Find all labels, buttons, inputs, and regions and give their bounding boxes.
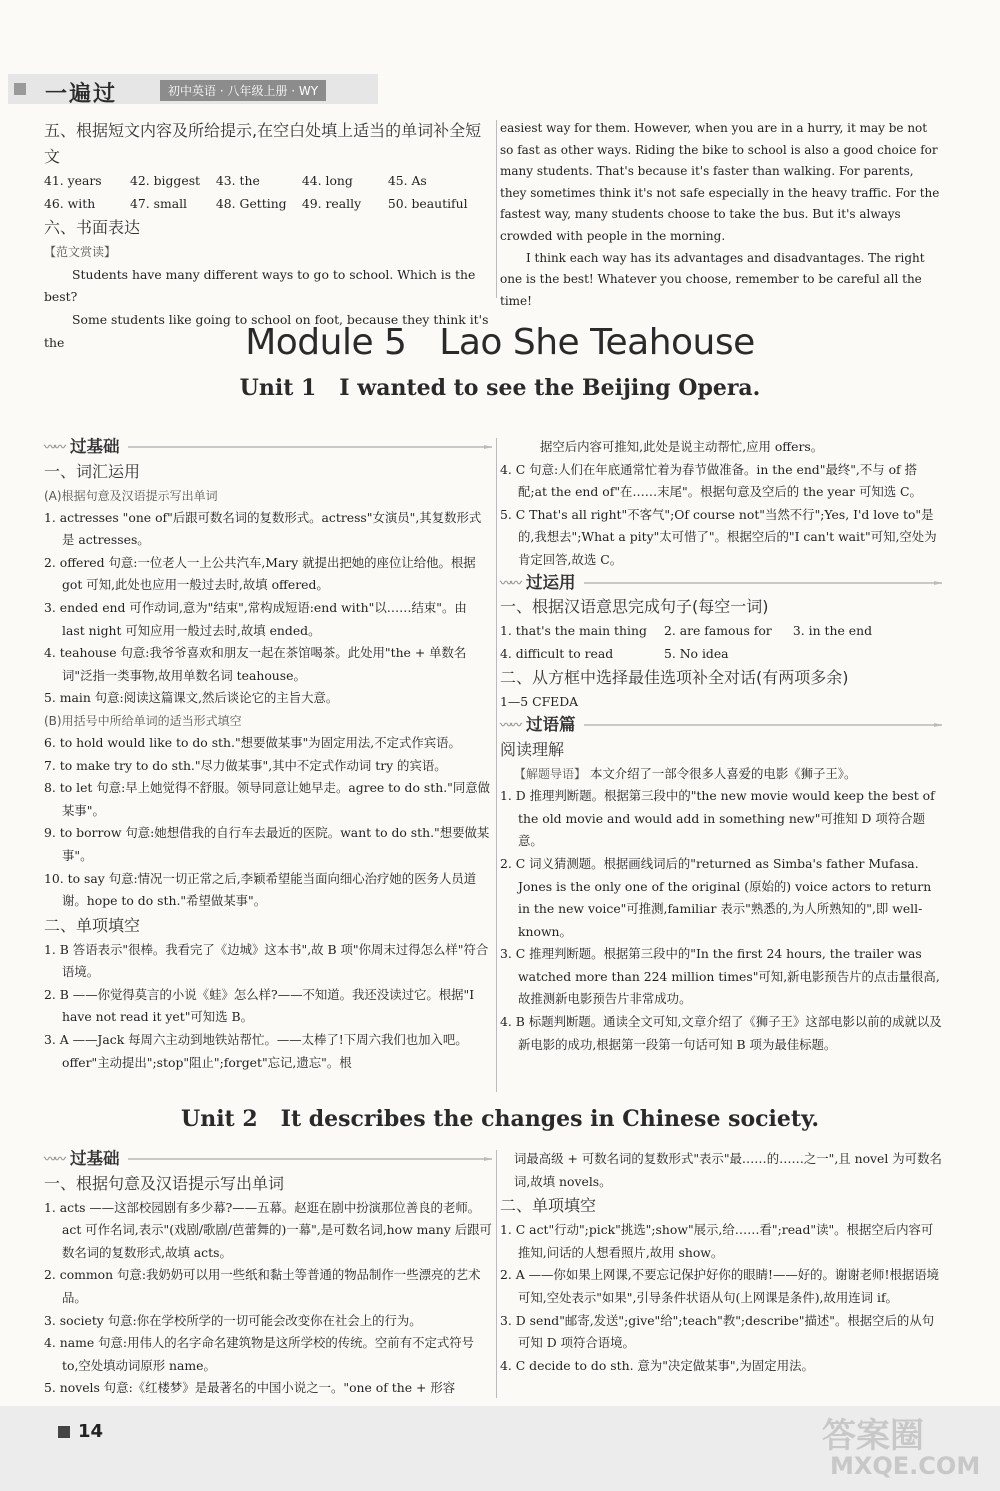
unit1-left-column xyxy=(44,436,492,1074)
answer-42: 42. biggest xyxy=(129,173,201,188)
unit2-s1-title: 一、根据句意及汉语提示写出单词 xyxy=(44,1173,285,1193)
r1-answer-1: 1. that's the main thing xyxy=(500,623,647,639)
series-label: 初中英语 · 八年级上册 · WY xyxy=(160,80,326,101)
unit1-passage-header xyxy=(500,714,942,737)
unit1-item-10: 10. to say 句意:情况一切正常之后,李颖希望能当面向细心治疗她的医务人员道谢。hope to do sth."希望做某事"。 xyxy=(44,870,477,909)
unit1-item-1: 1. actresses "one of"后跟可数名词的复数形式。actress"女演员",其复数形式是 actresses。 xyxy=(44,509,482,548)
unit1-basic-header xyxy=(44,436,492,459)
answer-44: 44. long xyxy=(301,173,353,188)
unit1-choice-2: 2. B ——你觉得莫言的小说《蛙》怎么样?——不知道。我还没读过它。根据"I have not read it yet"可知选 B。 xyxy=(44,986,475,1025)
unit2-title: Unit 2 It describes the changes in Chinese society. xyxy=(181,1106,819,1132)
unit2-item-5: 5. novels 句意:《红楼梦》是最著名的中国小说之一。"one of the + 形容 xyxy=(44,1380,456,1396)
unit1-s1a-note: (A)根据句意及汉语提示写出单词 xyxy=(44,488,218,503)
unit1-r2-answer: 1—5 CFEDA xyxy=(500,694,579,710)
answer-49: 49. really xyxy=(301,195,362,211)
r1-answer-3: 3. in the end xyxy=(792,623,873,639)
watermark-site: MXQE.COM xyxy=(830,1452,981,1480)
r1-answer-2: 2. are famous for xyxy=(663,623,772,639)
fanwen-tag: 【范文赏读】 xyxy=(44,245,117,260)
unit1-right-column xyxy=(500,436,942,1056)
answer-47: 47. small xyxy=(129,195,188,211)
page-number-text: 14 xyxy=(78,1421,104,1442)
column-divider xyxy=(496,1150,497,1398)
module-title: Module 5 Lao She Teahouse xyxy=(245,322,755,363)
answer-48: 48. Getting xyxy=(215,195,287,211)
unit2-choice-4: 4. C decide to do sth. 意为"决定做某事",为固定用法。 xyxy=(500,1357,814,1373)
section5-title: 五、根据短文内容及所给提示,在空白处填上适当的单词补全短文 xyxy=(44,121,482,166)
unit1-reading-3: 3. C 推理判断题。根据第三段中的"In the first 24 hours, the trailer was watched more than 224 million times"可知,新电影预告片的点击量很高,故推测新电影预告片非常成功。 xyxy=(500,946,940,1007)
unit2-choice-1: 1. C act"行动";pick"挑选";show"展示,给……看";read"读"。根据空后内容可推知,问话的人想看照片,故用 show。 xyxy=(500,1222,934,1260)
header-line xyxy=(584,582,942,584)
prev-left-column xyxy=(44,118,494,354)
unit1-apply-header xyxy=(500,572,942,595)
unit2-item-1: 1. acts ——这部校园剧有多少幕?——五幕。赵逛在剧中扮演那位善良的老师。act 可作名词,表示"(戏剧/歌剧/芭蕾舞的)一幕",是可数名词,how many 后跟可数名词的复数形式,故填 acts。 xyxy=(44,1199,492,1260)
unit1-r1-title: 一、根据汉语意思完成句子(每空一词) xyxy=(500,597,769,617)
header-line xyxy=(584,724,942,726)
answer-41: 41. years xyxy=(44,173,102,188)
unit2-item-3: 3. society 句意:你在学校所学的一切可能会改变你在社会上的行为。 xyxy=(44,1312,422,1328)
unit1-item-9: 9. to borrow 句意:她想借我的自行车去最近的医院。want to do sth."想要做某事"。 xyxy=(44,825,490,863)
unit1-reading-2: 2. C 词义猜测题。根据画线词后的"returned as Simba's father Mufasa. Jones is the only one of the original (原始的) voice actors to return in the new voice"可推测,familiar 表示"熟悉的,为人所熟知的",即 well-known。 xyxy=(500,855,932,939)
answer-50: 50. beautiful xyxy=(387,195,468,211)
unit1-guide xyxy=(500,763,942,786)
unit1-choice-4: 4. C 句意:人们在年底通常忙着为春节做准备。in the end"最终",不与 of 搭配;at the end of"在……末尾"。根据句意及空后的 the year 可知选 C。 xyxy=(500,461,922,500)
unit1-reading-1: 1. D 推理判断题。根据第三段中的"the new movie would keep the best of the old movie and would add in something new"可推知 D 项符合题意。 xyxy=(500,788,935,849)
unit1-choice-3: 3. A ——Jack 每周六主动到地铁站帮忙。——太棒了!下周六我们也加入吧。offer"主动提出";stop"阻止";forget"忘记,遗忘"。根 xyxy=(44,1032,468,1070)
unit1-reading-title: 阅读理解 xyxy=(500,739,565,759)
unit2-basic-title: 过基础 xyxy=(70,1149,120,1168)
unit2-cont: 词最高级 + 可数名词的复数形式"表示"最……的……之一",且 novel 为可数名词,故填 novels。 xyxy=(514,1151,942,1189)
header-square-icon xyxy=(14,83,26,95)
unit1-item-7: 7. to make try to do sth."尽力做某事",其中不定式作动词 try 的宾语。 xyxy=(44,757,447,773)
answer-46: 46. with xyxy=(44,195,96,211)
essay-paragraph-2: I think each way has its advantages and disadvantages. The right one is the best! Whatever you choose, remember to be careful all the time! xyxy=(500,250,925,308)
unit1-cont: 据空后内容可推知,此处是说主动帮忙,应用 offers。 xyxy=(540,439,824,454)
unit1-choice-1: 1. B 答语表示"很棒。我看完了《边城》这本书",故 B 项"你周末过得怎么样"符合语境。 xyxy=(44,941,489,980)
unit1-item-8: 8. to let 句意:早上她觉得不舒服。领导同意让她早走。agree to do sth."同意做某事"。 xyxy=(44,780,491,818)
unit1-item-4: 4. teahouse 句意:我爷爷喜欢和朋友一起在茶馆喝茶。此处用"the + 单数名词"泛指一类事物,故用单数名词 teahouse。 xyxy=(44,645,467,683)
wave-icon: 〰〰 xyxy=(44,1152,65,1166)
unit1-title: Unit 1 I wanted to see the Beijing Opera. xyxy=(239,375,761,401)
guide-text: 本文介绍了一部令很多人喜爱的电影《狮子王》。 xyxy=(589,765,857,781)
answer-43: 43. the xyxy=(215,173,260,188)
section5-answers xyxy=(44,170,494,215)
series-logo: 一遍过 xyxy=(45,82,118,107)
unit1-s2-title: 二、单项填空 xyxy=(44,915,141,935)
header-line xyxy=(128,1158,492,1160)
r1-answer-5: 5. No idea xyxy=(663,645,729,661)
unit2-right-column xyxy=(500,1148,942,1377)
unit1-apply-title: 过运用 xyxy=(526,572,576,592)
column-divider xyxy=(496,120,497,298)
unit1-item-6: 6. to hold would like to do sth."想要做某事"为固定用法,不定式作宾语。 xyxy=(44,734,461,750)
unit2-basic-header xyxy=(44,1148,492,1171)
unit1-item-5: 5. main 句意:阅读这篇课文,然后谈论它的主旨大意。 xyxy=(44,690,339,706)
unit1-r1-answers xyxy=(500,620,942,665)
unit1-item-2: 2. offered 句意:一位老人一上公共汽车,Mary 就提出把她的座位让给他。根据 got 可知,此处也应用一般过去时,故填 offered。 xyxy=(44,554,476,593)
wave-icon: 〰〰 xyxy=(500,717,521,732)
section6-title: 六、书面表达 xyxy=(44,218,141,238)
essay-line-1: Students have many different ways to go to school. Which is the best? xyxy=(44,266,476,305)
wave-icon: 〰〰 xyxy=(500,575,521,590)
watermark-logo: 答案圈 xyxy=(822,1416,924,1456)
unit1-reading-4: 4. B 标题判断题。通读全文可知,文章介绍了《狮子王》这部电影以前的成就以及新电影的成功,根据第一段第一句话可知 B 项为最佳标题。 xyxy=(500,1014,942,1052)
unit2-item-2: 2. common 句意:我奶奶可以用一些纸和黏土等普通的物品制作一些漂亮的艺术品。 xyxy=(44,1267,481,1305)
unit1-passage-title: 过语篇 xyxy=(526,714,576,734)
unit1-s1b-note: (B)用括号中所给单词的适当形式填空 xyxy=(44,713,242,728)
unit2-item-4: 4. name 句意:用伟人的名字命名建筑物是这所学校的传统。空前有不定式符号 to,空处填动词原形 name。 xyxy=(44,1335,475,1373)
guide-tag: 【解题导语】 xyxy=(514,766,587,781)
unit2-choice-2: 2. A ——你如果上网课,不要忘记保护好你的眼睛!——好的。谢谢老师!根据语境可知,空处表示"如果",引导条件状语从句(上网课是条件),故用连词 if。 xyxy=(500,1267,940,1305)
essay-line-2: Some students like going to school on foot, because they think it's the xyxy=(44,311,489,350)
wave-icon: 〰〰 xyxy=(44,440,65,454)
column-divider xyxy=(496,438,497,1092)
header-line xyxy=(128,446,492,448)
essay-paragraph-1: easiest way for them. However, when you are in a hurry, it may be not so fast as other ways. Riding the bike to school is also a good choice for many students. That's because it's faster than walking. For parents, they sometimes think it's not safe especially in the heavy traffic. For the fastest way, many students choose to take the bus. But it's always crowded with people in the morning. xyxy=(500,121,940,243)
unit2-s2-title: 二、单项填空 xyxy=(500,1196,597,1216)
page-square-icon xyxy=(58,1426,70,1438)
unit1-basic-title: 过基础 xyxy=(70,437,120,456)
page-number xyxy=(58,1421,103,1442)
unit1-r2-title: 二、从方框中选择最佳选项补全对话(有两项多余) xyxy=(500,668,849,688)
unit1-s1-title: 一、词汇运用 xyxy=(44,461,141,481)
unit1-item-3: 3. ended end 可作动词,意为"结束",常构成短语:end with"以……结束"。由 last night 可知应用一般过去时,故填 ended。 xyxy=(44,599,467,638)
prev-right-column xyxy=(500,118,940,312)
answer-45: 45. As xyxy=(387,173,427,188)
unit2-choice-3: 3. D send"邮寄,发送";give"给";teach"教";describe"描述"。根据空后的从句可知 D 项符合语境。 xyxy=(500,1312,935,1351)
r1-answer-4: 4. difficult to read xyxy=(500,645,614,661)
unit1-choice-5: 5. C That's all right"不客气";Of course not"当然不行";Yes, I'd love to"是的,我想去";What a pity"太可惜了"。根据空后的"I can't wait"可知,空处为肯定回答,故选 C。 xyxy=(500,506,937,567)
unit2-left-column xyxy=(44,1148,492,1400)
